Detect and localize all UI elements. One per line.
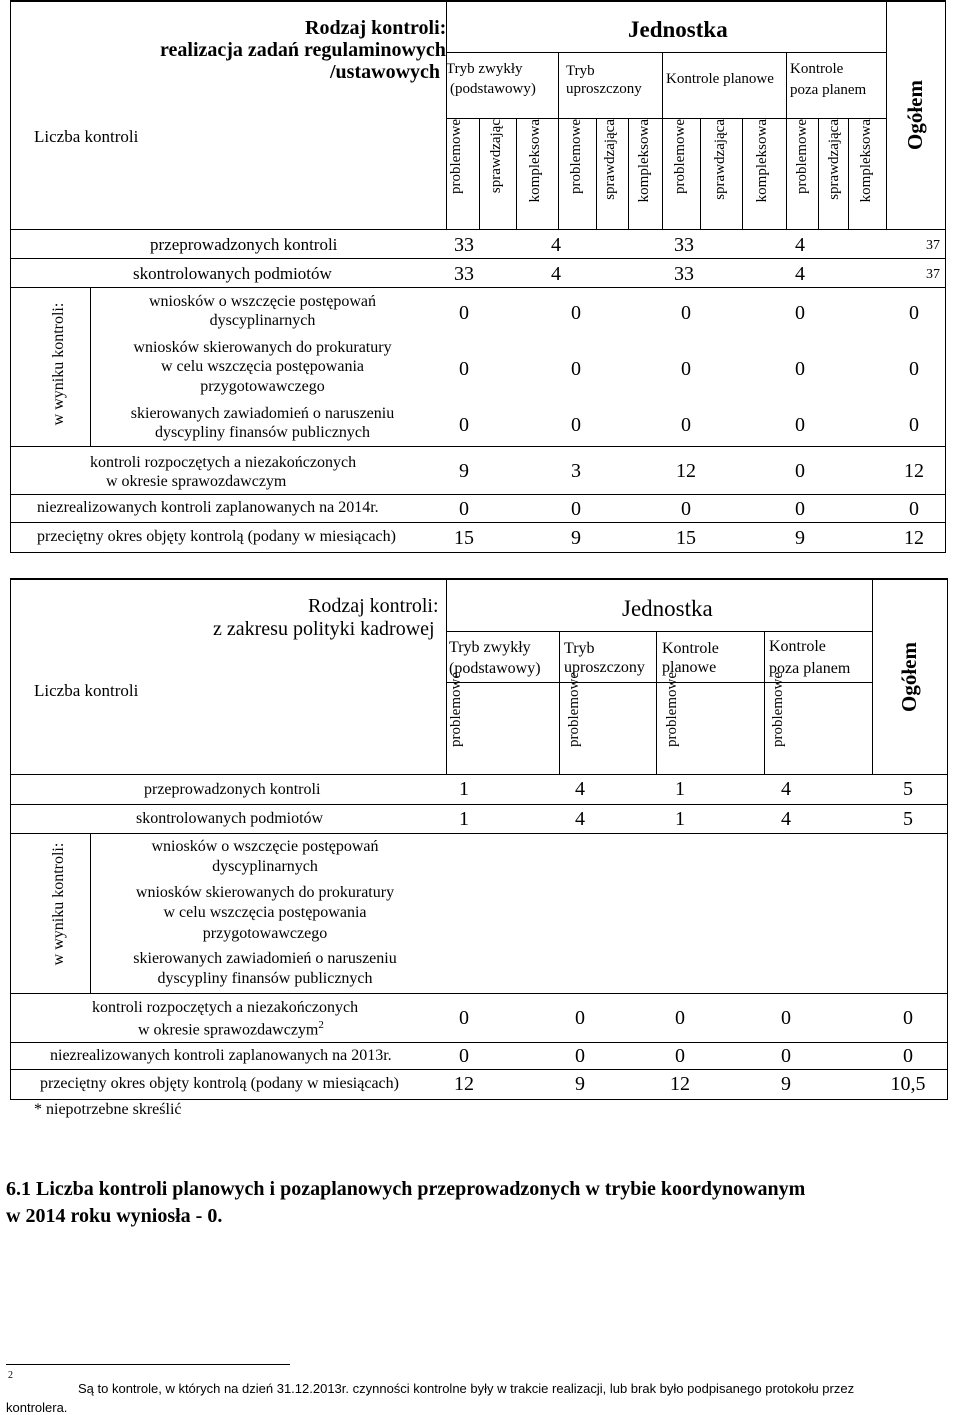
cell: 33 — [674, 234, 694, 256]
cell: 10,5 — [890, 1073, 926, 1095]
cell: 0 — [795, 460, 805, 482]
grid-line — [10, 804, 948, 805]
grid-line — [848, 118, 849, 229]
cell: 1 — [459, 778, 469, 800]
group-header: Kontrole — [769, 638, 826, 655]
group-header: poza planem — [790, 82, 867, 98]
grid-line — [10, 494, 946, 495]
row-label: niezrealizowanych kontroli zaplanowanych na 2014r. — [37, 499, 379, 516]
grid-line — [479, 118, 480, 229]
count-label: Liczba kontroli — [34, 127, 139, 146]
cell: 4 — [575, 808, 585, 830]
row-label: przeciętny okres objęty kontrolą (podany w miesiącach) — [40, 1075, 399, 1092]
group-header: poza planem — [769, 660, 851, 677]
row-label: w okresie sprawozdawczym — [106, 473, 287, 490]
cell: 0 — [795, 358, 805, 380]
row-label: w celu wszczęcia postępowania — [163, 904, 367, 921]
grid-line — [596, 118, 597, 229]
grid-line — [742, 118, 743, 229]
cell: 0 — [571, 414, 581, 436]
cell: 0 — [571, 498, 581, 520]
subcol-header: sprawdzająca — [826, 119, 842, 200]
cell: 0 — [459, 1045, 469, 1067]
cell: 9 — [795, 527, 805, 549]
cell: 37 — [926, 267, 940, 282]
overall-header: Ogółem — [897, 642, 921, 712]
cell: 12 — [904, 527, 924, 549]
row-label: dyscyplinarnych — [209, 312, 316, 329]
cell: 0 — [795, 414, 805, 436]
cell: 0 — [575, 1045, 585, 1067]
table-border — [945, 0, 946, 552]
row-label: kontroli rozpoczętych a niezakończonych — [90, 454, 357, 471]
row-label: dyscypliny finansów publicznych — [154, 424, 371, 441]
footnote-text: kontrolera. — [6, 1400, 68, 1415]
grid-line — [872, 578, 873, 774]
cell: 0 — [459, 414, 469, 436]
subcol-header: problemowe — [568, 119, 584, 194]
kind-label: Rodzaj kontroli: — [308, 595, 439, 617]
table-border — [947, 578, 948, 1099]
cell: 9 — [781, 1073, 791, 1095]
subcol-header: problemowe — [448, 119, 464, 194]
subcol-header: sprawdzająca — [602, 119, 618, 200]
grid-line — [516, 118, 517, 229]
group-header: Tryb zwykły — [449, 639, 531, 656]
grid-line — [700, 118, 701, 229]
cell: 0 — [681, 302, 691, 324]
footnote-text: Są to kontrole, w których na dzień 31.12.2013r. czynności kontrolne były w trakcie realizacji, lub brak było podpisanego protokołu przez — [78, 1381, 855, 1396]
footnote-mark: 2 — [8, 1370, 13, 1381]
subcol-header: kompleksowa — [754, 119, 770, 203]
grid-line — [10, 833, 948, 834]
row-label: skontrolowanych podmiotów — [133, 264, 332, 283]
row-label: w celu wszczęcia postępowania — [160, 358, 364, 375]
grid-line — [446, 631, 872, 632]
group-header: planowe — [662, 659, 717, 676]
cell: 4 — [781, 808, 791, 830]
cell: 12 — [676, 460, 696, 482]
table-border — [10, 0, 11, 552]
cell: 0 — [903, 1045, 913, 1067]
grid-line — [10, 287, 946, 288]
section-heading: w 2014 roku wyniosła - 0. — [6, 1205, 223, 1227]
cell: 33 — [674, 263, 694, 285]
footnote-mark: 2 — [318, 1019, 324, 1031]
row-label: skierowanych zawiadomień o naruszeniu — [130, 405, 395, 422]
cell: 0 — [795, 302, 805, 324]
row-label: wniosków skierowanych do prokuratury — [133, 339, 392, 356]
row-label: w okresie sprawozdawczym$^2$ — [138, 1019, 324, 1039]
row-label: wniosków skierowanych do prokuratury — [135, 884, 395, 901]
subcol-header: sprawdzając — [488, 119, 504, 194]
grid-line — [559, 631, 560, 774]
row-label: niezrealizowanych kontroli zaplanowanych na 2013r. — [50, 1047, 392, 1064]
grid-line — [446, 118, 886, 119]
row-label: dyscypliny finansów publicznych — [157, 970, 373, 987]
grid-line — [656, 631, 657, 774]
cell: 4 — [575, 778, 585, 800]
cell: 9 — [571, 527, 581, 549]
grid-line — [662, 52, 663, 229]
grid-line — [10, 522, 946, 523]
cell: 15 — [676, 527, 696, 549]
subcol-header: kompleksowa — [636, 119, 652, 203]
cell: 0 — [675, 1045, 685, 1067]
row-label: dyscyplinarnych — [212, 858, 318, 875]
grid-line — [446, 682, 872, 683]
cell: 0 — [459, 358, 469, 380]
row-label: przygotowawczego — [200, 378, 325, 395]
grid-line — [10, 1069, 948, 1070]
grid-line — [786, 52, 787, 229]
cell: 4 — [781, 778, 791, 800]
subcol-header: sprawdzająca — [712, 119, 728, 200]
cell: 1 — [675, 808, 685, 830]
cell: 15 — [454, 527, 474, 549]
kind-value: /ustawowych — [330, 61, 441, 83]
subcol-header: kompleksowa — [858, 119, 874, 203]
group-header: uproszczony — [564, 659, 645, 676]
cell: 0 — [459, 302, 469, 324]
section-heading: 6.1 Liczba kontroli planowych i pozaplanowych przeprowadzonych w trybie koordynowanym — [6, 1178, 806, 1200]
cell: 0 — [909, 302, 919, 324]
note: * niepotrzebne skreślić — [34, 1101, 182, 1118]
cell: 1 — [675, 778, 685, 800]
cell: 0 — [575, 1007, 585, 1029]
cell: 9 — [575, 1073, 585, 1095]
subcol-header: problemowe — [770, 672, 786, 747]
cell: 0 — [909, 414, 919, 436]
cell: 5 — [903, 778, 913, 800]
grid-line — [446, 578, 447, 774]
row-label: kontroli rozpoczętych a niezakończonych — [92, 999, 359, 1016]
count-label: Liczba kontroli — [34, 681, 139, 700]
cell: 4 — [551, 263, 561, 285]
row-label: skontrolowanych podmiotów — [136, 810, 324, 827]
cell: 0 — [903, 1007, 913, 1029]
grid-line — [10, 229, 946, 230]
cell: 4 — [795, 263, 805, 285]
unit-header: Jednostka — [622, 596, 713, 621]
cell: 37 — [926, 238, 940, 253]
subcol-header: kompleksowa — [527, 119, 543, 203]
cell: 0 — [675, 1007, 685, 1029]
cell: 0 — [781, 1045, 791, 1067]
table-border — [10, 578, 948, 580]
cell: 0 — [571, 302, 581, 324]
grid-line — [628, 118, 629, 229]
cell: 0 — [681, 414, 691, 436]
kind-label: Rodzaj kontroli: — [305, 17, 447, 39]
subcol-header: problemowe — [566, 672, 582, 747]
group-header: Kontrole — [790, 61, 844, 77]
table-border — [10, 578, 11, 1099]
row-label: przeprowadzonych kontroli — [144, 781, 321, 798]
cell: 5 — [903, 808, 913, 830]
row-label: przeprowadzonych kontroli — [150, 235, 338, 254]
group-header: (podstawowy) — [450, 81, 536, 97]
table-border — [10, 552, 946, 553]
grid-line — [10, 446, 946, 447]
group-header: Tryb — [564, 640, 595, 657]
overall-header: Ogółem — [903, 80, 927, 150]
group-header: Tryb zwykły — [446, 61, 523, 77]
row-label: przygotowawczego — [202, 925, 328, 942]
cell: 3 — [571, 460, 581, 482]
kind-value: realizacja zadań regulaminowych — [160, 39, 446, 61]
cell: 12 — [454, 1073, 474, 1095]
row-label: przeciętny okres objęty kontrolą (podany w miesiącach) — [37, 528, 396, 545]
table-border — [10, 0, 946, 2]
cell: 4 — [551, 234, 561, 256]
group-header: Kontrole — [662, 640, 719, 657]
group-header: Kontrole planowe — [666, 71, 774, 87]
cell: 0 — [571, 358, 581, 380]
subcol-header: problemowe — [672, 119, 688, 194]
grid-line — [10, 1042, 948, 1043]
cell: 1 — [459, 808, 469, 830]
unit-header: Jednostka — [628, 17, 728, 42]
cell: 12 — [670, 1073, 690, 1095]
subcol-header: problemowe — [794, 119, 810, 194]
cell: 0 — [459, 1007, 469, 1029]
cell: 33 — [454, 263, 474, 285]
cell: 0 — [681, 358, 691, 380]
cell: 0 — [681, 498, 691, 520]
table-border — [10, 1099, 948, 1100]
subcol-header: problemowe — [664, 672, 680, 747]
row-label: skierowanych zawiadomień o naruszeniu — [133, 950, 397, 967]
grid-line — [10, 258, 946, 259]
cell: 12 — [904, 460, 924, 482]
row-label: wniosków o wszczęcie postępowań — [148, 293, 377, 310]
cell: 0 — [781, 1007, 791, 1029]
grid-line — [10, 774, 948, 775]
grid-line — [764, 631, 765, 774]
group-header: Tryb — [566, 63, 595, 79]
subcol-header: problemowe — [448, 672, 464, 747]
cell: 0 — [909, 358, 919, 380]
side-label: w wyniku kontroli: — [50, 842, 67, 966]
row-label: wniosków o wszczęcie postępowań — [151, 838, 379, 855]
group-header: uproszczony — [566, 81, 642, 97]
grid-line — [818, 118, 819, 229]
cell: 0 — [909, 498, 919, 520]
grid-line — [886, 0, 887, 229]
cell: 0 — [795, 498, 805, 520]
cell: 0 — [459, 498, 469, 520]
cell: 33 — [454, 234, 474, 256]
footnote-separator — [6, 1364, 290, 1365]
cell: 9 — [459, 460, 469, 482]
kind-value: z zakresu polityki kadrowej — [213, 618, 435, 640]
cell: 4 — [795, 234, 805, 256]
grid-line — [10, 993, 948, 994]
side-label: w wyniku kontroli: — [50, 302, 67, 426]
grid-line — [446, 52, 886, 53]
group-header: (podstawowy) — [449, 660, 541, 677]
grid-line — [558, 52, 559, 229]
